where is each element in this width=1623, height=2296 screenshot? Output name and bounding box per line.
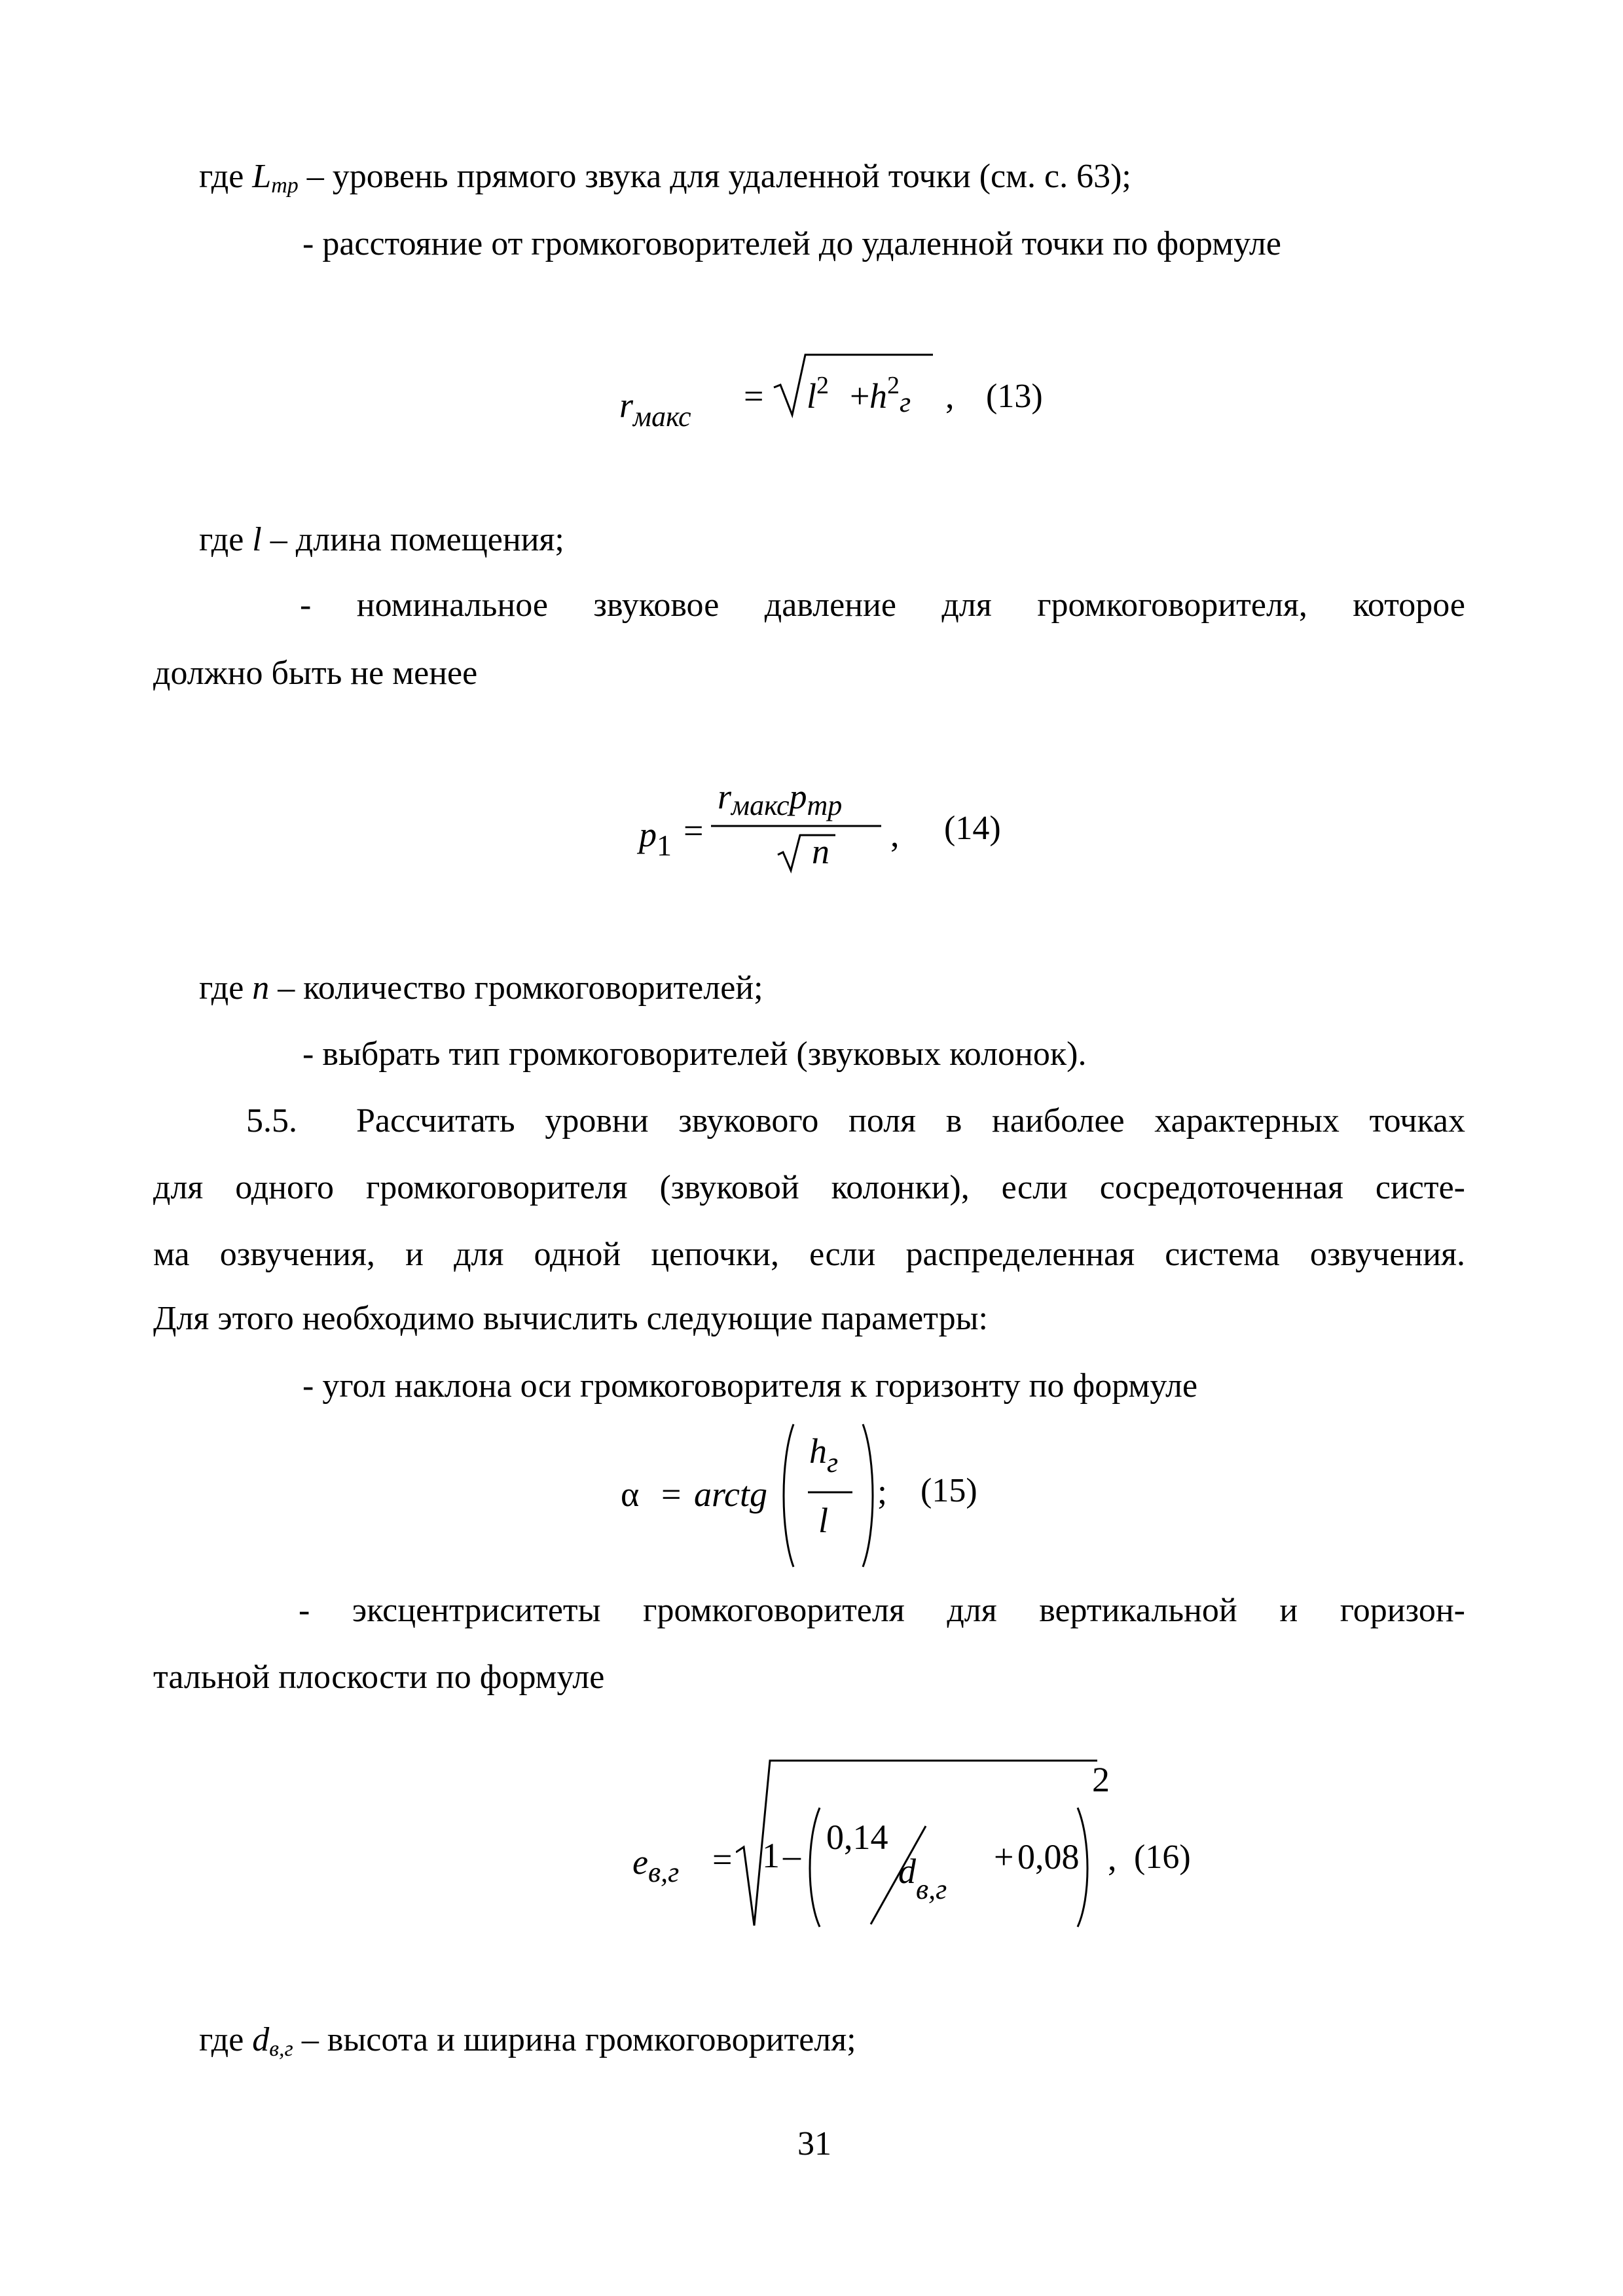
symbol-L: L [252, 158, 272, 195]
f13-plus: + [850, 376, 870, 416]
f16-exponent: 2 [1092, 1760, 1110, 1799]
page-number: 31 [797, 2125, 831, 2162]
f13-lhs: $r_{макс}$ [619, 386, 691, 433]
f14-comma: , [890, 815, 900, 854]
text-line-3: где l – длина помещения; [199, 521, 564, 558]
text-line-8: Рассчитать уровни звукового поля в наиболее характерных точках [356, 1102, 1465, 1139]
f15-l: l [818, 1501, 829, 1540]
text-line-1: где Lmp – уровень прямого звука для удаленной точки (см. с. 63); [199, 158, 1131, 198]
f16-comma: , [1108, 1839, 1117, 1878]
equation-number-14: (14) [944, 810, 1001, 847]
f13-l: $l^2$ [807, 372, 830, 416]
f14-lhs: p1 [639, 815, 672, 862]
f16-plus: + [994, 1837, 1014, 1876]
f15-equals: = [661, 1475, 682, 1514]
f15-alpha: α [621, 1475, 640, 1514]
section-number: 5.5. [246, 1102, 297, 1139]
text-line-9: для одного громкоговорителя (звуковой колонки), если сосредоточенная систе- [153, 1169, 1465, 1206]
f16-one: 1 [762, 1836, 780, 1875]
f16-d: $d_{в,г}$ [898, 1852, 947, 1905]
f14-n: n [812, 832, 830, 871]
text-line-4: - номинальное звуковое давление для громкоговорителя, которое [300, 586, 1465, 624]
symbol-L-subscript: mp [271, 173, 299, 198]
equation-number-15: (15) [921, 1472, 977, 1509]
f16-coefficient-2: 0,08 [1017, 1837, 1080, 1876]
equation-number-16: (16) [1134, 1839, 1191, 1876]
f14-equals: = [684, 811, 704, 850]
text-line-6: где n – количество громкоговорителей; [199, 969, 763, 1007]
f16-equals: = [712, 1840, 733, 1879]
text-line-15: где dв,г – высота и ширина громкоговорителя; [199, 2021, 856, 2061]
text-line-11: Для этого необходимо вычислить следующие параметры: [153, 1300, 988, 1337]
text-line-13: - эксцентриситеты громкоговорителя для вертикальной и горизон- [299, 1592, 1465, 1629]
text-line-7: - выбрать тип громкоговорителей (звуковых колонок). [302, 1035, 1087, 1073]
f14-numerator: rмаксpmp [718, 777, 843, 821]
f13-equals: = [744, 376, 764, 416]
f13-h: $h^2г$ [869, 372, 911, 418]
f15-semicolon: ; [877, 1472, 888, 1511]
f16-coefficient-1: 0,14 [826, 1818, 888, 1857]
text-line-5: должно быть не менее [153, 655, 478, 692]
equation-number-13: (13) [986, 378, 1043, 415]
f14-fraction-bar-and-sqrt [711, 822, 888, 874]
f16-minus: – [783, 1836, 801, 1875]
f15-h: $h_г$ [809, 1431, 839, 1479]
text-line-12: - угол наклона оси громкоговорителя к горизонту по формуле [302, 1367, 1198, 1405]
f16-lhs: $e_{в,г}$ [632, 1842, 680, 1888]
text-line-2: - расстояние от громкоговорителей до удаленной точки по формуле [302, 225, 1281, 262]
f13-comma: , [945, 376, 955, 416]
f15-arctg: arctg [694, 1475, 767, 1514]
text-line-10: ма озвучения, и для одной цепочки, если распределенная система озвучения. [153, 1236, 1465, 1273]
text-line-14: тальной плоскости по формуле [153, 1659, 605, 1696]
